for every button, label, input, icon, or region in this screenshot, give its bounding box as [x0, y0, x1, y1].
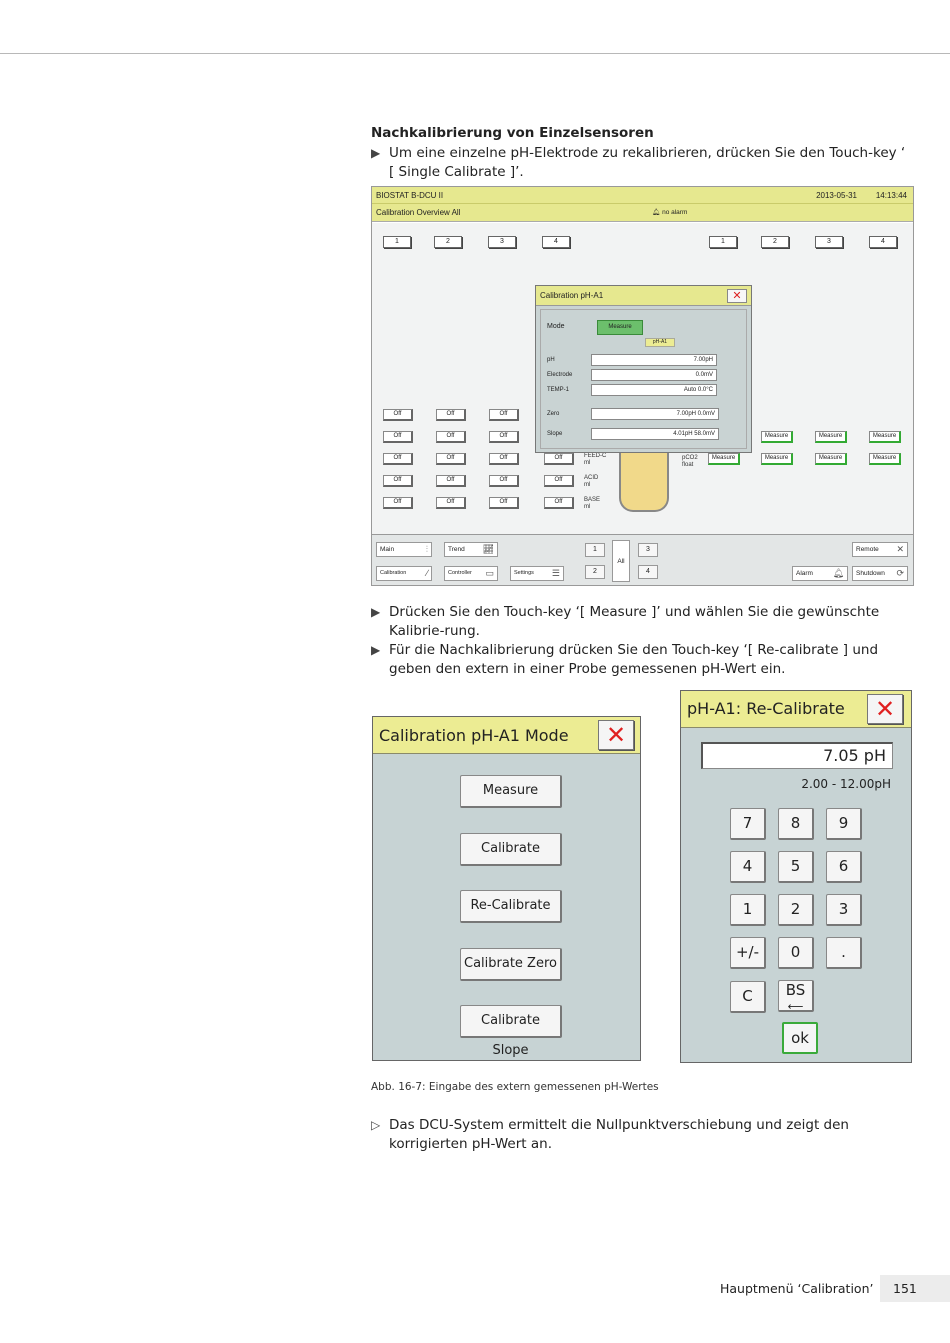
- off-button[interactable]: Off: [383, 475, 413, 487]
- calibrate-mode-button[interactable]: Calibrate: [460, 833, 562, 866]
- mode-dialog-title: Calibration pH-A1 Mode: [373, 717, 640, 754]
- bullet-arrow-icon: ▶: [371, 643, 381, 657]
- remote-button[interactable]: Remote ✕: [852, 542, 908, 557]
- unit-tab-1[interactable]: 1: [383, 236, 411, 248]
- calibration-dialog: [535, 285, 752, 453]
- unit-4-button[interactable]: 4: [638, 565, 658, 579]
- off-button[interactable]: Off: [544, 497, 574, 509]
- temp-label: TEMP-1: [547, 387, 570, 393]
- key-6[interactable]: 6: [826, 851, 862, 883]
- close-icon[interactable]: ✕: [727, 289, 747, 303]
- power-icon: ⟳: [896, 568, 904, 578]
- figure-caption: Abb. 16-7: Eingabe des extern gemessenen pH-Wertes: [371, 1081, 659, 1093]
- off-button[interactable]: Off: [489, 475, 519, 487]
- close-icon[interactable]: ✕: [598, 720, 634, 750]
- recalibrate-dialog: [680, 690, 912, 1063]
- controller-button[interactable]: Controller ▭: [444, 566, 498, 581]
- measure-button[interactable]: Measure: [869, 453, 901, 465]
- measure-button[interactable]: Measure: [869, 431, 901, 443]
- unit-tab-2[interactable]: 2: [434, 236, 462, 248]
- bullet-arrow-icon: ▶: [371, 605, 381, 619]
- calibrate-zero-button[interactable]: Calibrate Zero: [460, 948, 562, 981]
- bioreactor-vessel: [619, 450, 669, 512]
- section-heading: Nachkalibrierung von Einzelsensoren: [371, 125, 654, 141]
- ph-label: pH: [547, 357, 555, 363]
- key-1[interactable]: 1: [730, 894, 766, 926]
- slope-label: Slope: [547, 431, 563, 437]
- off-button[interactable]: Off: [436, 497, 466, 509]
- off-button[interactable]: Off: [436, 475, 466, 487]
- bottom-navigation: [372, 534, 913, 586]
- alarm-text: no alarm: [662, 209, 688, 216]
- key-clear[interactable]: C: [730, 981, 766, 1013]
- recalibrate-dialog-title: pH-A1: Re-Calibrate: [681, 691, 911, 728]
- key-9[interactable]: 9: [826, 808, 862, 840]
- status-bar: [372, 187, 913, 204]
- close-icon[interactable]: ✕: [867, 694, 903, 724]
- key-3[interactable]: 3: [826, 894, 862, 926]
- settings-button[interactable]: Settings ☰: [510, 566, 564, 581]
- off-button[interactable]: Off: [489, 409, 519, 421]
- view-bar: [372, 204, 913, 222]
- electrode-label: Electrode: [547, 372, 573, 378]
- intro-bullet: [371, 144, 911, 182]
- measure-button[interactable]: Measure: [708, 453, 740, 465]
- shutdown-button[interactable]: Shutdown ⟳: [852, 566, 908, 581]
- bell-icon: 🔔︎: [832, 568, 844, 578]
- footer-section: Hauptmenü ‘Calibration’: [720, 1281, 874, 1296]
- calibration-mode-dialog: [372, 716, 641, 1061]
- main-icon: ⫶: [425, 544, 428, 554]
- measure-button[interactable]: Measure: [761, 431, 793, 443]
- key-plus-minus[interactable]: +/-: [730, 937, 766, 969]
- base-label: BASE ml: [584, 497, 601, 510]
- key-8[interactable]: 8: [778, 808, 814, 840]
- key-decimal[interactable]: .: [826, 937, 862, 969]
- view-title: Calibration Overview All: [376, 208, 461, 217]
- off-button[interactable]: Off: [383, 431, 413, 443]
- off-button[interactable]: Off: [489, 431, 519, 443]
- acid-label: ACID ml: [584, 475, 599, 488]
- off-button[interactable]: Off: [436, 409, 466, 421]
- unit-tab-1b[interactable]: 1: [709, 236, 737, 248]
- controller-icon: ▭: [485, 568, 494, 578]
- unit-tab-3[interactable]: 3: [488, 236, 516, 248]
- key-backspace[interactable]: BS ⟵: [778, 980, 814, 1012]
- result-arrow-icon: ▷: [371, 1118, 381, 1132]
- key-0[interactable]: 0: [778, 937, 814, 969]
- slope-value: 4.01pH 58.0mV: [591, 428, 719, 440]
- recalibrate-bullet: [371, 641, 911, 679]
- bell-icon: 🔔︎: [652, 209, 661, 216]
- sensor-tag: pH-A1: [645, 338, 675, 347]
- key-7[interactable]: 7: [730, 808, 766, 840]
- system-name: BIOSTAT B-DCU II: [376, 191, 444, 200]
- recalibrate-mode-button[interactable]: Re-Calibrate: [460, 890, 562, 923]
- remote-icon: ✕: [896, 544, 904, 554]
- electrode-value: 0.0mV: [591, 369, 717, 381]
- off-button[interactable]: Off: [489, 453, 519, 465]
- off-button[interactable]: Off: [544, 475, 574, 487]
- zero-label: Zero: [547, 411, 560, 417]
- page-number: 151: [880, 1275, 950, 1302]
- bullet-arrow-icon: ▶: [371, 146, 381, 160]
- ph-range: 2.00 - 12.00pH: [801, 777, 891, 791]
- calibrate-slope-button[interactable]: Calibrate Slope: [460, 1005, 562, 1038]
- pco2-label: pCO2 float: [682, 455, 698, 468]
- measure-button[interactable]: Measure: [815, 453, 847, 465]
- unit-2-button[interactable]: 2: [585, 565, 605, 579]
- alarm-status: [652, 204, 687, 222]
- result-bullet-text: Das DCU-System ermittelt die Nullpunktverschiebung und zeigt den korrigierten pH-Wert an.: [389, 1117, 849, 1152]
- temp-value: Auto 0.0°C: [591, 384, 717, 396]
- zero-value: 7.00pH 0.0mV: [591, 408, 719, 420]
- measure-mode-button[interactable]: Measure: [460, 775, 562, 808]
- all-units-button[interactable]: All: [612, 540, 630, 582]
- intro-bullet-text: Um eine einzelne pH-Elektrode zu rekalibrieren, drücken Sie den Touch-key ‘ [ Single Calibrate ]’.: [389, 145, 906, 180]
- off-button[interactable]: Off: [383, 409, 413, 421]
- recalibrate-bullet-text: Für die Nachkalibrierung drücken Sie den Touch-key ‘[ Re-calibrate ] und geben den extern in einer Probe gemessenen pH-Wert ein.: [389, 642, 879, 677]
- main-button[interactable]: Main ⫶: [376, 542, 432, 557]
- trend-icon: 📈︎: [482, 544, 494, 554]
- unit-1-button[interactable]: 1: [585, 543, 605, 557]
- mode-measure-button[interactable]: Measure: [597, 320, 643, 335]
- unit-tab-2b[interactable]: 2: [761, 236, 789, 248]
- settings-icon: ☰: [551, 568, 560, 578]
- calibration-overview-screenshot: [371, 186, 914, 586]
- measure-bullet: [371, 603, 911, 641]
- backspace-arrow-icon: ⟵: [787, 1000, 804, 1013]
- unit-3-button[interactable]: 3: [638, 543, 658, 557]
- measure-button[interactable]: Measure: [815, 431, 847, 443]
- result-bullet: [371, 1116, 911, 1154]
- off-button[interactable]: Off: [383, 453, 413, 465]
- dialog-title-bar: [536, 286, 751, 306]
- unit-tab-4[interactable]: 4: [542, 236, 570, 248]
- mode-label: Mode: [547, 323, 565, 330]
- header-rule: [0, 53, 950, 54]
- off-button[interactable]: Off: [383, 497, 413, 509]
- off-button[interactable]: Off: [489, 497, 519, 509]
- dialog-body: [540, 309, 747, 449]
- unit-tab-3b[interactable]: 3: [815, 236, 843, 248]
- measure-bullet-text: Drücken Sie den Touch-key ‘[ Measure ]’ und wählen Sie die gewünschte Kalibrie-rung.: [389, 604, 880, 639]
- alarm-button[interactable]: Alarm 🔔︎: [792, 566, 848, 581]
- feed-label: FEED-C ml: [584, 453, 607, 466]
- ok-button[interactable]: ok: [782, 1022, 818, 1054]
- key-4[interactable]: 4: [730, 851, 766, 883]
- dialog-title: Calibration pH-A1: [540, 291, 604, 300]
- calibration-button[interactable]: Calibration ∕: [376, 566, 432, 581]
- unit-tab-4b[interactable]: 4: [869, 236, 897, 248]
- key-2[interactable]: 2: [778, 894, 814, 926]
- off-button[interactable]: Off: [436, 431, 466, 443]
- system-date: 2013-05-31: [816, 191, 857, 200]
- ph-value: 7.00pH: [591, 354, 717, 366]
- ph-value-input[interactable]: 7.05 pH: [701, 742, 893, 769]
- key-5[interactable]: 5: [778, 851, 814, 883]
- trend-button[interactable]: Trend 📈︎: [444, 542, 498, 557]
- off-button[interactable]: Off: [436, 453, 466, 465]
- system-time: 14:13:44: [875, 191, 907, 200]
- calibration-icon: ∕: [426, 568, 428, 578]
- measure-button[interactable]: Measure: [761, 453, 793, 465]
- off-button[interactable]: Off: [544, 453, 574, 465]
